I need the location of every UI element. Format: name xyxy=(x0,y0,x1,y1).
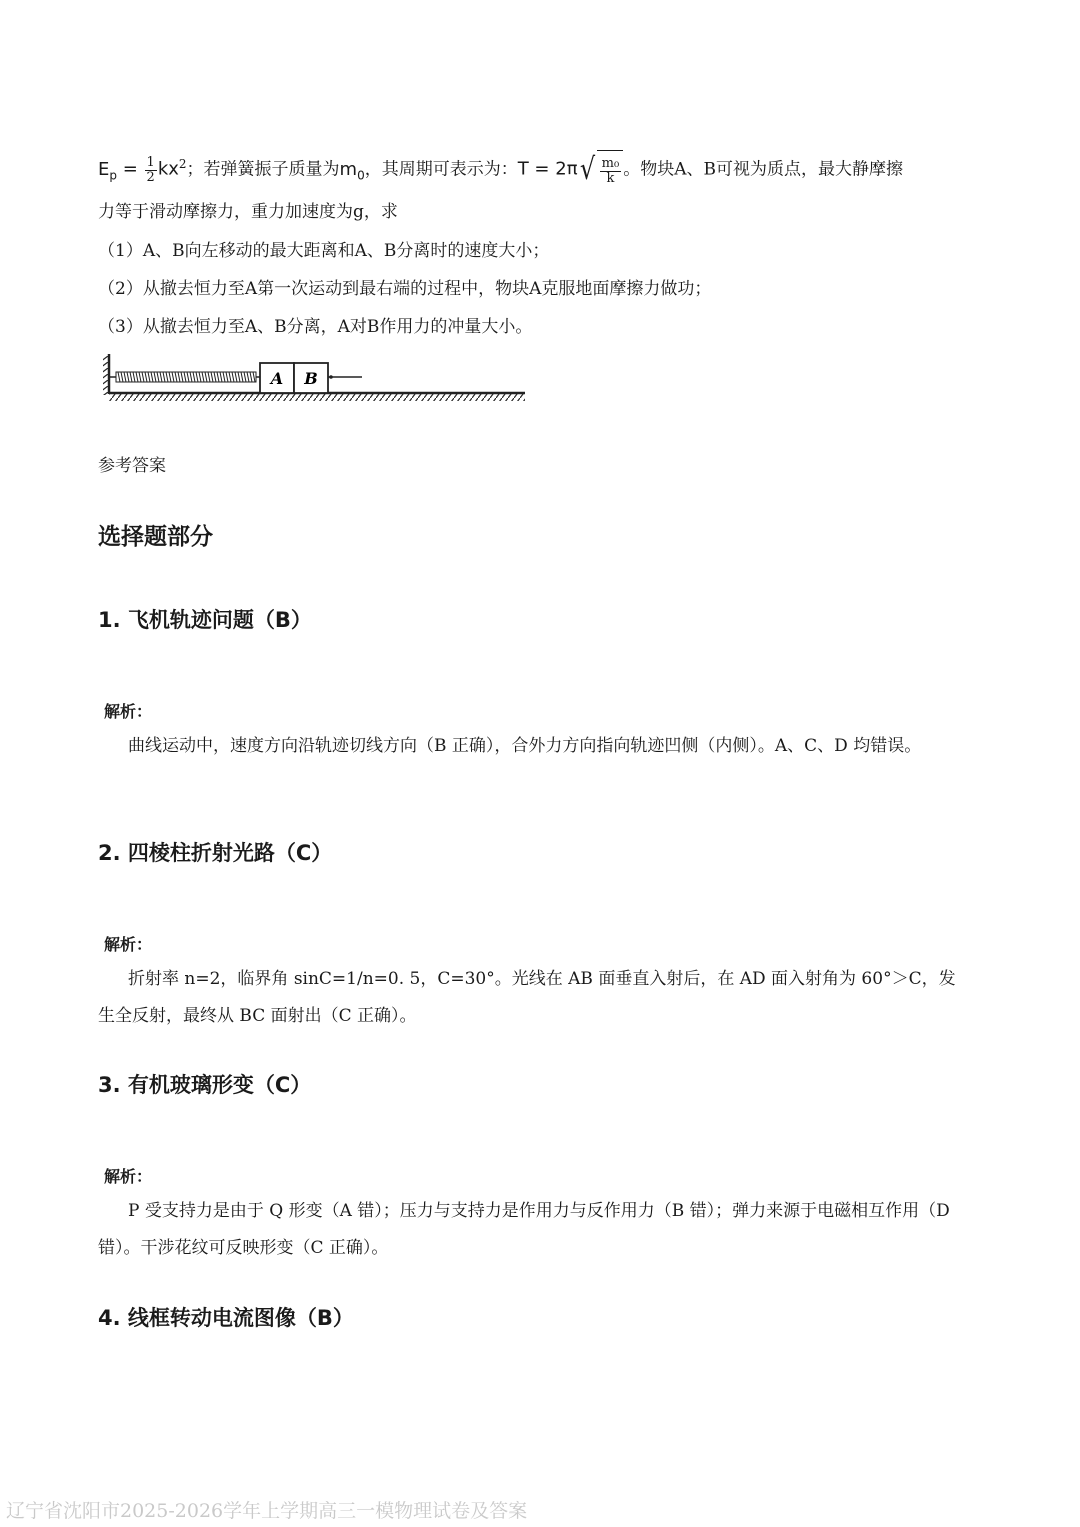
spring-coil xyxy=(121,372,123,382)
spring-coil xyxy=(238,372,240,382)
spring-coil xyxy=(235,372,237,382)
spring-coil xyxy=(223,372,225,382)
spring-coil xyxy=(142,372,144,382)
spring-coil xyxy=(151,372,153,382)
spring-coil xyxy=(136,372,138,382)
question-part-1: （1）A、B向左移动的最大距离和A、B分离时的速度大小； xyxy=(98,241,550,261)
question-title-4: 4. 线框转动电流图像（B） xyxy=(98,1306,354,1330)
analysis-label-1: 解析： xyxy=(104,702,153,721)
block-a-label: A xyxy=(270,369,284,388)
footer-watermark: 辽宁省沈阳市2025-2026学年上学期高三一模物理试卷及答案 xyxy=(6,1500,528,1522)
spring-coil xyxy=(154,372,156,382)
half-fraction: $\frac{1}{2}$ xyxy=(146,154,155,185)
spring-coil xyxy=(178,372,180,382)
analysis-label-2: 解析： xyxy=(104,935,153,954)
spring-coil xyxy=(172,372,174,382)
spring-coil xyxy=(130,372,132,382)
spring-coil xyxy=(190,372,192,382)
question-title-3: 3. 有机玻璃形变（C） xyxy=(98,1073,312,1097)
spring-coil xyxy=(169,372,171,382)
spring-coil xyxy=(181,372,183,382)
analysis-text-1: 曲线运动中，速度方向沿轨迹切线方向（B 正确），合外力方向指向轨迹凹侧（内侧）。A、C、D 均错误。 xyxy=(128,736,922,756)
spring-coil xyxy=(253,372,255,382)
analysis-label-3: 解析： xyxy=(104,1167,153,1186)
spring-coil xyxy=(157,372,159,382)
block-b-label: B xyxy=(304,369,318,388)
question-title-2: 2. 四棱柱折射光路（C） xyxy=(98,841,333,865)
question-title-1: 1. 飞机轨迹问题（B） xyxy=(98,608,312,632)
ground-hatch xyxy=(109,394,525,401)
spring-coil xyxy=(202,372,204,382)
spring-coil xyxy=(175,372,177,382)
spring-coil xyxy=(166,372,168,382)
ep-symbol: $E_p$ xyxy=(98,158,117,183)
spring-coil xyxy=(214,372,216,382)
wall-hatch xyxy=(103,355,108,395)
spring-coil xyxy=(160,372,162,382)
question-part-3: （3）从撤去恒力至A、B分离，A对B作用力的冲量大小。 xyxy=(98,317,533,337)
spring-coil xyxy=(217,372,219,382)
m0-symbol: $m_0$ xyxy=(339,158,365,183)
spring-coil xyxy=(124,372,126,382)
spring-coil xyxy=(247,372,249,382)
spring-coil xyxy=(232,372,234,382)
spring-coil xyxy=(184,372,186,382)
spring-coil xyxy=(205,372,207,382)
answer-label: 参考答案 xyxy=(98,456,166,476)
section-title: 选择题部分 xyxy=(98,524,213,550)
spring-coil xyxy=(148,372,150,382)
spring-coil xyxy=(244,372,246,382)
spring-block-figure xyxy=(100,350,530,406)
analysis-text-2: 折射率 n=2，临界角 sinC=1/n=0. 5，C=30°。光线在 AB 面垂直入射后，在 AD 面入射角为 60°＞C，发生全反射，最终从 BC 面射出（C 正确）。 xyxy=(98,969,956,1026)
sqrt-radicand: $\frac{\text{m₀}}{k}$ xyxy=(597,150,624,191)
spring-coil xyxy=(229,372,231,382)
spring-coil xyxy=(193,372,195,382)
spring-coil xyxy=(118,372,120,382)
spring-coil xyxy=(145,372,147,382)
spring-coil xyxy=(127,372,129,382)
spring-coil xyxy=(250,372,252,382)
spring-coil xyxy=(187,372,189,382)
sqrt-sign-icon: √ xyxy=(579,152,595,188)
intro-line-2: 力等于滑动摩擦力，重力加速度为g，求 xyxy=(98,202,398,222)
analysis-text-3: P 受支持力是由于 Q 形变（A 错）；压力与支持力是作用力与反作用力（B 错）；弹力来源于电磁相互作用（D 错）。干涉花纹可反映形变（C 正确）。 xyxy=(98,1201,950,1258)
spring-coil xyxy=(208,372,210,382)
spring-coil xyxy=(196,372,198,382)
spring-coil xyxy=(226,372,228,382)
spring-coil xyxy=(241,372,243,382)
spring-coil xyxy=(133,372,135,382)
spring-coil xyxy=(220,372,222,382)
spring-coil xyxy=(211,372,213,382)
question-part-2: （2）从撤去恒力至A第一次运动到最右端的过程中，物块A克服地面摩擦力做功； xyxy=(98,279,712,299)
spring-coil xyxy=(139,372,141,382)
intro-line-1: $E_p$ = $\frac{1}{2}$ $kx^2$；若弹簧振子质量为$m_0$，其周期可表示为：T = 2π√ $\frac{\text{m₀}}{k}$ 。物块A、B可视为质点，最大静摩擦 xyxy=(98,144,903,184)
spring-coil xyxy=(199,372,201,382)
spring-coil xyxy=(163,372,165,382)
